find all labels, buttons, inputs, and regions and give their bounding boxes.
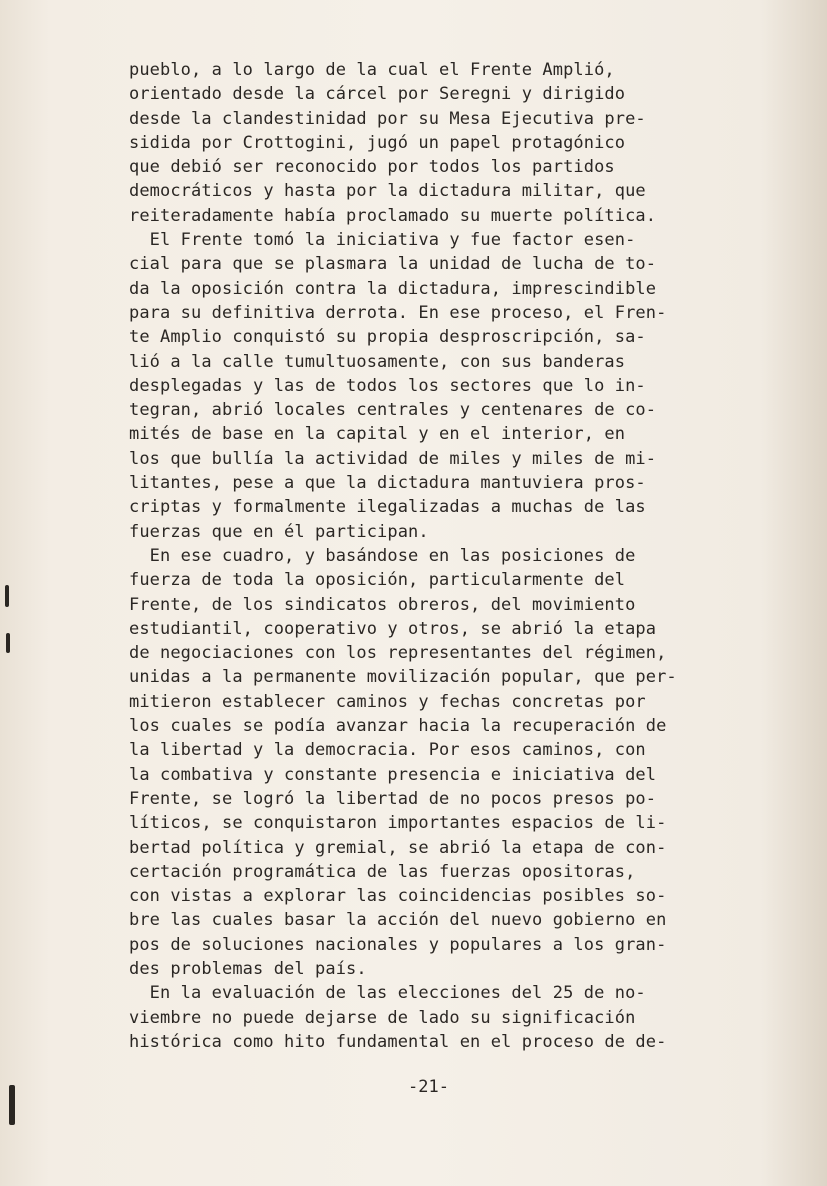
text-line: democráticos y hasta por la dictadura militar, que	[129, 181, 646, 202]
text-line: Frente, de los sindicatos obreros, del movimiento	[129, 594, 636, 615]
text-line: pos de soluciones nacionales y populares a los gran-	[129, 934, 667, 955]
text-line: En ese cuadro, y basándose en las posiciones de	[129, 545, 636, 566]
text-line: líticos, se conquistaron importantes espacios de li-	[129, 813, 667, 834]
text-line: certación programática de las fuerzas opositoras,	[129, 861, 636, 882]
text-line: viembre no puede dejarse de lado su significación	[129, 1007, 636, 1028]
text-line: desplegadas y las de todos los sectores que lo in-	[129, 375, 646, 396]
text-line: que debió ser reconocido por todos los partidos	[129, 157, 615, 178]
text-line: los cuales se podía avanzar hacia la recuperación de	[129, 716, 667, 737]
text-line: fuerza de toda la oposición, particularmente del	[129, 570, 626, 591]
text-line: En la evaluación de las elecciones del 25 de no-	[129, 983, 646, 1004]
text-line: la combativa y constante presencia e iniciativa del	[129, 764, 657, 785]
text-line: fuerzas que en él participan.	[129, 521, 429, 542]
text-line: reiteradamente había proclamado su muerte política.	[129, 205, 657, 226]
text-line: te Amplio conquistó su propia desproscripción, sa-	[129, 327, 646, 348]
text-line: pueblo, a lo largo de la cual el Frente Amplió,	[129, 60, 615, 80]
text-line: cial para que se plasmara la unidad de lucha de to-	[129, 254, 657, 275]
text-line: desde la clandestinidad por su Mesa Ejecutiva pre-	[129, 108, 646, 129]
text-line: para su definitiva derrota. En ese proceso, el Fren-	[129, 302, 667, 323]
text-line: de negociaciones con los representantes del régimen,	[129, 643, 667, 664]
page-number: -21-	[408, 1077, 449, 1097]
text-line: da la oposición contra la dictadura, imprescindible	[129, 278, 657, 299]
text-line: mités de base en la capital y en el interior, en	[129, 424, 626, 445]
text-line: tegran, abrió locales centrales y centenares de co-	[129, 400, 657, 421]
binding-mark-top	[5, 585, 9, 607]
text-line: con vistas a explorar las coincidencias posibles so-	[129, 886, 667, 907]
body-text	[129, 58, 749, 1054]
text-line: bre las cuales basar la acción del nuevo gobierno en	[129, 910, 667, 931]
binding-mark-middle	[6, 633, 10, 653]
text-line: lió a la calle tumultuosamente, con sus banderas	[129, 351, 626, 372]
text-line: histórica como hito fundamental en el proceso de de-	[129, 1031, 667, 1052]
text-line: mitieron establecer caminos y fechas concretas por	[129, 691, 646, 712]
text-line: estudiantil, cooperativo y otros, se abrió la etapa	[129, 618, 657, 639]
text-line: litantes, pese a que la dictadura mantuviera pros-	[129, 473, 646, 494]
text-line: la libertad y la democracia. Por esos caminos, con	[129, 740, 646, 761]
text-line: los que bullía la actividad de miles y miles de mi-	[129, 448, 657, 469]
text-line: des problemas del país.	[129, 958, 367, 979]
text-line: bertad política y gremial, se abrió la etapa de con-	[129, 837, 667, 858]
text-line: unidas a la permanente movilización popular, que per-	[129, 667, 677, 688]
text-line: criptas y formalmente ilegalizadas a muchas de las	[129, 497, 646, 518]
text-line: El Frente tomó la iniciativa y fue factor esen-	[129, 230, 636, 251]
text-line: sidida por Crottogini, jugó un papel protagónico	[129, 132, 626, 153]
text-line: orientado desde la cárcel por Seregni y dirigido	[129, 84, 626, 105]
text-line: Frente, se logró la libertad de no pocos presos po-	[129, 788, 657, 809]
